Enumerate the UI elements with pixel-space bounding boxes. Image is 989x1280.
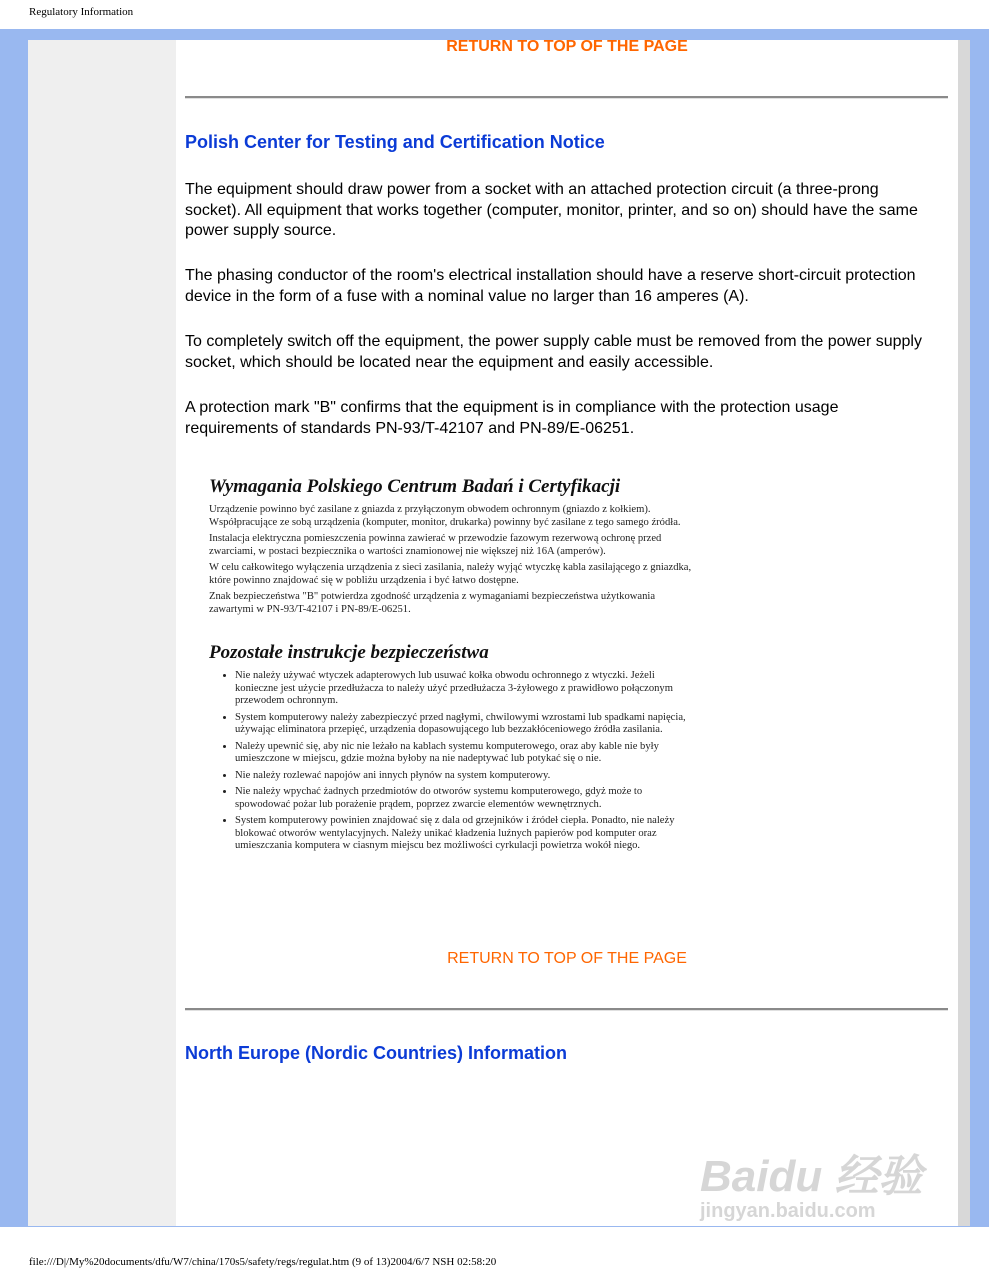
content-area (176, 40, 958, 1226)
scan-title: Pozostałe instrukcje bezpieczeństwa (209, 642, 489, 663)
divider (185, 96, 948, 99)
scan-title: Wymagania Polskiego Centrum Badań i Certyfikacji (209, 476, 621, 497)
list-item: • Nie należy rozlewać napojów ani innych płynów na system komputerowy. (235, 770, 699, 783)
watermark-logo: Baidu 经验 (700, 1152, 923, 1201)
baidu-watermark (700, 1140, 922, 1223)
list-item: • Nie należy wpychać żadnych przedmiotów do otworów systemu komputerowego, gdyż może to spowodować pożar lub porażenie prądem, poprzez zwarcie elementów wewnętrznych. (235, 786, 699, 811)
paragraph: To completely switch off the equipment, the power supply cable must be removed from the power supply socket, which should be located near the equipment and easily accessible. (185, 333, 922, 371)
return-to-top-link[interactable]: RETURN TO TOP OF THE PAGE (447, 950, 687, 967)
list-item: • Należy upewnić się, aby nic nie leżało na kablach systemu komputerowego, oraz aby kable nie były umieszczone w miejscu, gdzie można byłoby na nie nadeptywać lub potykać się o nie. (235, 741, 699, 766)
scan-paragraph: Znak bezpieczeństwa "B" potwierdza zgodność urządzenia z wymaganiami bezpieczeństwa użytkowania zawartymi w PN-93/T-42107 i PN-89/E-06251. (209, 591, 656, 615)
scan-paragraph: Urządzenie powinno być zasilane z gniazda z przyłączonym obwodem ochronnym (gniazdo z kołkiem). Współpracujące ze sobą urządzenia (komputer, monitor, drukarka) powinny być zasilane z tego samego źródła. (209, 504, 681, 528)
page-header-title: Regulatory Information (29, 6, 134, 18)
list-item: • System komputerowy powinien znajdować się z dala od grzejników i źródeł ciepła. Ponadto, nie należy blokować otworów wentylacyjnych. Należy unikać kładzenia luźnych papierów pod komputer oraz umieszczania komputera w ciasnym miejscu bez możliwości cyrkulacji powietrza wokół niego. (235, 815, 699, 853)
left-nav-panel (28, 40, 176, 1226)
nordic-heading: North Europe (Nordic Countries) Information (185, 1043, 567, 1063)
safety-list (209, 670, 699, 853)
scrollbar[interactable] (958, 40, 970, 1226)
paragraph: The phasing conductor of the room's electrical installation should have a reserve short-circuit protection device in the form of a fuse with a nominal value no larger than 16 amperes (A). (185, 267, 916, 305)
paragraph: A protection mark "B" confirms that the equipment is in compliance with the protection usage requirements of standards PN-93/T-42107 and PN-89/E-06251. (185, 399, 839, 437)
polish-requirements-image (209, 476, 699, 857)
watermark-url: jingyan.baidu.com (700, 1200, 876, 1222)
return-to-top-link[interactable]: RETURN TO TOP OF THE PAGE (446, 38, 688, 55)
divider (185, 1008, 948, 1011)
list-item: • System komputerowy należy zabezpieczyć przed nagłymi, chwilowymi wzrostami lub spadkami napięcia, używając eliminatora przepięć, urządzenia dopasowującego lub bezzakłóceniowego źródła zasilania. (235, 712, 699, 737)
file-path-footer: file:///D|/My%20documents/dfu/W7/china/170s5/safety/regs/regulat.htm (9 of 13)2004/6/7 NSH 02:58:20 (29, 1256, 497, 1268)
list-item: • Nie należy używać wtyczek adapterowych lub usuwać kołka obwodu ochronnego z wtyczki. Jeżeli konieczne jest użycie przedłużacza to należy użyć przedłużacza 3-żyłowego z prawidłowo połączonym przewodem ochronnym. (235, 670, 699, 708)
polish-notice-heading: Polish Center for Testing and Certification Notice (185, 132, 605, 152)
scan-paragraph: W celu całkowitego wyłączenia urządzenia z sieci zasilania, należy wyjąć wtyczkę kabla zasilającego z gniazdka, które powinno znajdować się w pobliżu urządzenia i być łatwo dostępne. (209, 562, 692, 586)
scan-paragraph: Instalacja elektryczna pomieszczenia powinna zawierać w przewodzie fazowym rezerwową ochronę przed zwarciami, w postaci bezpiecznika o wartości znamionowej nie większej niż 16A (amperów). (209, 533, 662, 557)
paragraph: The equipment should draw power from a socket with an attached protection circuit (a three-prong socket). All equipment that works together (computer, monitor, printer, and so on) should have the same power supply source. (185, 181, 918, 239)
